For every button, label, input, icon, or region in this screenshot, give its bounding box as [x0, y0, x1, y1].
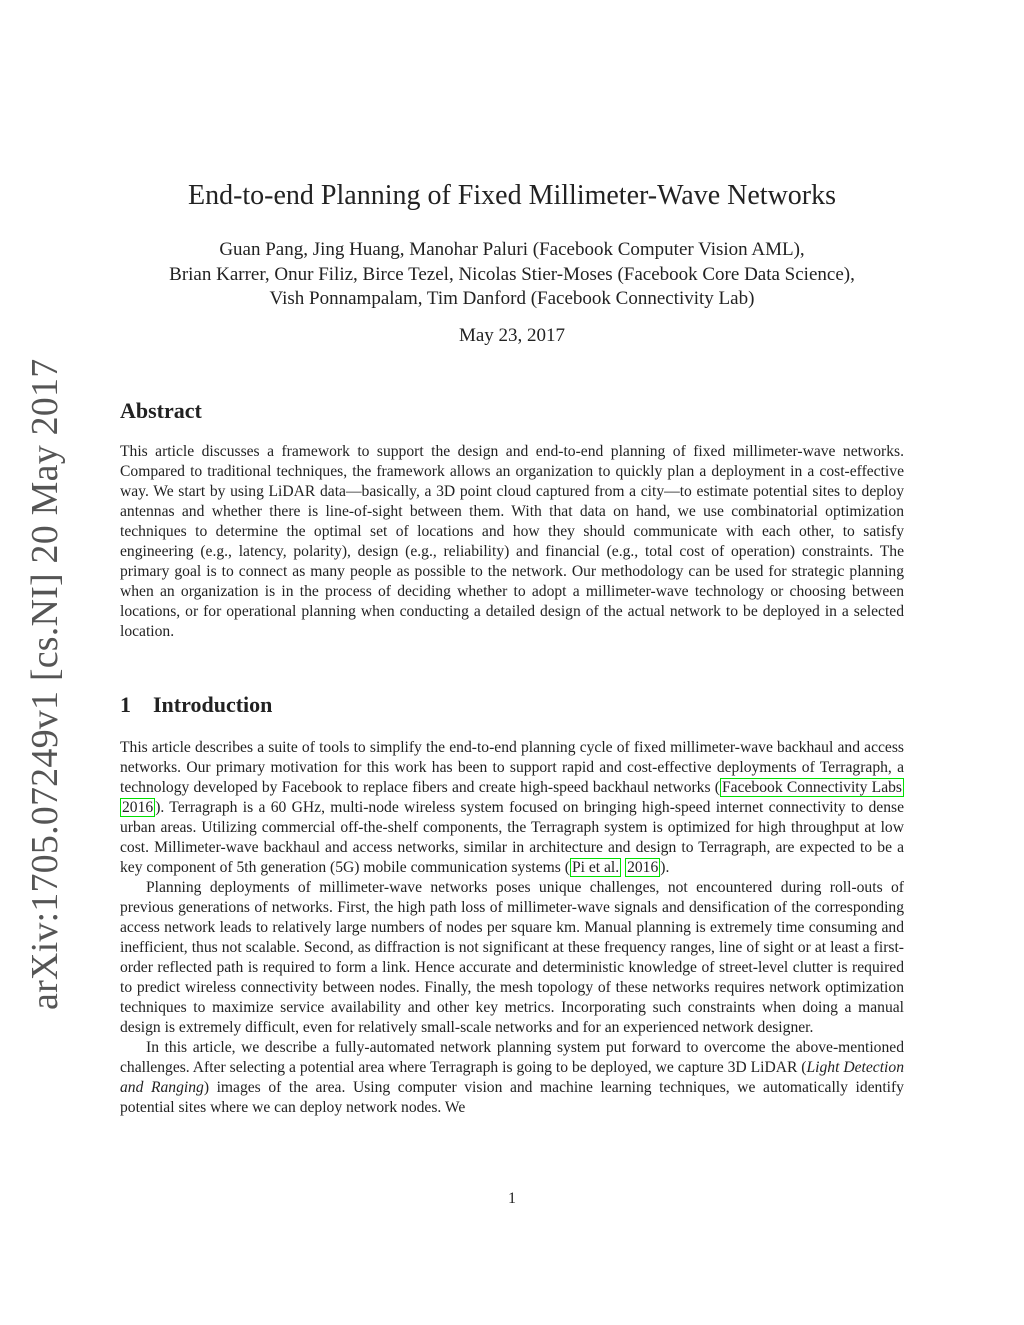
- paragraph: [120, 738, 904, 878]
- author-line: Vish Ponnampalam, Tim Danford (Facebook Connectivity Lab): [269, 288, 755, 309]
- paragraph-text: ).: [660, 859, 670, 876]
- paper-title: End-to-end Planning of Fixed Millimeter-Wave Networks: [187, 180, 837, 211]
- section-title: Introduction: [153, 692, 273, 717]
- citation-year: 2016: [122, 799, 154, 816]
- section-number: 1: [120, 692, 131, 717]
- citation-year: 2016: [627, 859, 659, 876]
- emphasized-term: Light Detection and Ranging: [120, 1059, 904, 1096]
- citation-authors: Pi et al.: [571, 859, 620, 876]
- citation-year-link[interactable]: [120, 798, 155, 817]
- arxiv-identifier: arXiv:1705.07249v1 [cs.NI] 20 May 2017: [24, 358, 66, 1010]
- paragraph-text: This article describes a suite of tools to simplify the end-to-end planning cycle of fixed millimeter-wave backhaul and access networks. Our primary motivation for this work has been to support rapid and cost-effective deployments of Terragraph, a technology developed by Facebook to replace fibers and create high-speed backhaul networks (: [120, 739, 904, 796]
- paragraph-text: In this article, we describe a fully-automated network planning system put forward to overcome the above-mentioned challenges. After selecting a potential area where Terragraph is going to be deployed, we capture 3D LiDAR (: [120, 1039, 904, 1076]
- introduction-body: [120, 738, 904, 1118]
- paragraph-text: ) images of the area. Using computer vision and machine learning techniques, we automatically identify potential sites where we can deploy network nodes. We: [120, 1079, 904, 1116]
- paragraph-text: ). Terragraph is a 60 GHz, multi-node wireless system focused on bringing high-speed internet connectivity to dense urban areas. Utilizing commercial off-the-shelf components, the Terragraph system is optimized for high throughput at low cost. Millimeter-wave backhaul and access networks, similar in architecture and design to Terragraph, are expected to be a key component of 5th generation (5G) mobile communication systems (: [120, 799, 904, 876]
- publication-date: May 23, 2017: [458, 325, 566, 346]
- citation-year-link[interactable]: [625, 858, 660, 877]
- abstract-heading: Abstract: [120, 398, 202, 423]
- abstract-text: This article discusses a framework to support the design and end-to-end planning of fixed millimeter-wave networks. Compared to traditional techniques, the framework allows an organization to quickly plan a deployment in a cost-effective way. We start by using LiDAR data—basically, a 3D point cloud captured from a city—to estimate potential sites to deploy antennas and whether there is line-of-sight between them. With that data on hand, we use combinatorial optimization techniques to determine the optimal set of locations and how they should communicate with each other, to satisfy engineering (e.g., latency, polarity), design (e.g., reliability) and financial (e.g., total cost of operation) constraints. The primary goal is to connect as many people as possible to the network. Our methodology can be used for strategic planning when an organization is in the process of deciding whether to adopt a millimeter-wave technology or choosing between locations, or for operational planning when conducting a detailed design of the actual network to be deployed in a selected location.: [120, 443, 904, 640]
- author-line: Guan Pang, Jing Huang, Manohar Paluri (Facebook Computer Vision AML),: [219, 239, 805, 260]
- paragraph: [120, 1038, 904, 1118]
- citation-link[interactable]: [720, 778, 904, 797]
- citation-authors: Facebook Connectivity Labs: [722, 779, 902, 796]
- author-list: [0, 238, 1024, 312]
- page-number: 1: [508, 1190, 516, 1207]
- paragraph: Planning deployments of millimeter-wave networks poses unique challenges, not encountered during roll-outs of previous generations of networks. First, the high path loss of millimeter-wave signals and densification of the corresponding access network leads to relatively large numbers of nodes per square km. Manual planning is extremely time consuming and inefficient, thus not scalable. Second, as diffraction is not significant at these frequency ranges, line of sight or at least a first-order reflected path is required to form a link. Hence accurate and deterministic knowledge of street-level clutter is required to predict wireless connectivity between nodes. Finally, the mesh topology of these networks requires network optimization techniques to maximize service availability and other key metrics. Incorporating such constraints when doing a manual design is extremely difficult, even for relatively small-scale networks and for an experienced network designer.: [120, 879, 904, 1036]
- section-heading-introduction: [120, 692, 272, 718]
- author-line: Brian Karrer, Onur Filiz, Birce Tezel, Nicolas Stier-Moses (Facebook Core Data Science),: [169, 263, 855, 285]
- citation-link[interactable]: [570, 858, 621, 877]
